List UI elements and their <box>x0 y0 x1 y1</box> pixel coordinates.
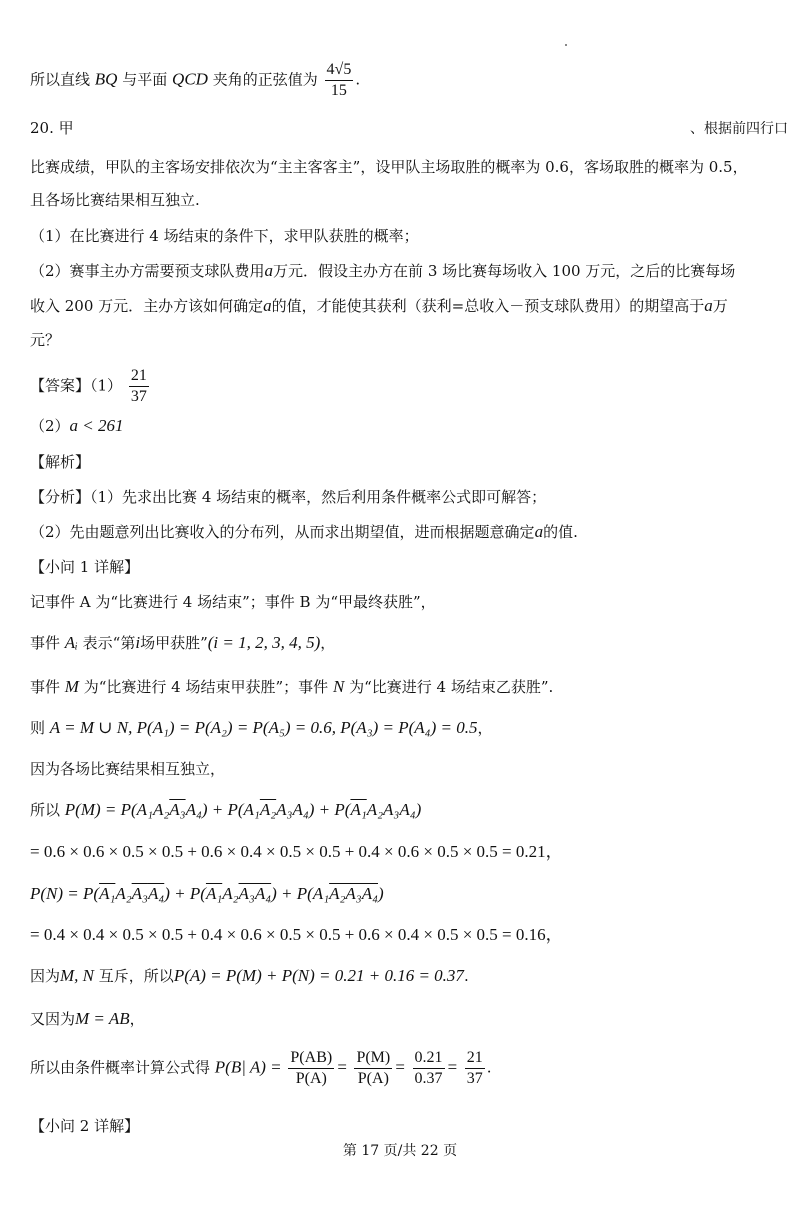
fraction: $\frac{P(M)}{P(A)}$ <box>356 1049 391 1087</box>
corner-text: 、根据前四行口 <box>690 121 788 137</box>
question-2-cont: 收入 200 万元．主办方该如何确定a的值，才能使其获利（获利=总收入－预支球队费用）的期望高于a万 <box>30 296 728 315</box>
fraction: $\frac{P(AB)}{P(A)}$ <box>290 1049 333 1087</box>
prev-conclusion: 所以直线 BQ 与平面 QCD 夹角的正弦值为 $\frac{4√5}{15}$ . <box>30 61 361 99</box>
detail-line: = 0.4 × 0.4 × 0.5 × 0.5 + 0.4 × 0.6 × 0.5 × 0.5 + 0.6 × 0.4 × 0.5 × 0.5 = 0.16， <box>30 925 563 944</box>
problem-text: 且各场比赛结果相互独立. <box>30 191 200 209</box>
question-2-end: 元？ <box>30 331 61 349</box>
detail-line: 事件 Aᵢ 表示“第i场甲获胜”(i = 1, 2, 3, 4, 5)， <box>30 633 336 652</box>
detail-line: 事件 M 为“比赛进行 4 场结束甲获胜”；事件 N 为“比赛进行 4 场结束乙获胜”. <box>30 677 554 696</box>
analysis-heading: 【解析】 <box>30 453 91 471</box>
page-footer: 第 17 页/共 22 页 <box>342 1143 458 1159</box>
answer-fraction: $\frac{21}{37}$ <box>130 367 147 405</box>
problem-number: 20. 甲 <box>30 119 74 137</box>
detail-line: 因为M, N 互斥，所以P(A) = P(M) + P(N) = 0.21 + 0.16 = 0.37. <box>30 966 469 985</box>
question-2: （2）赛事主办方需要预支球队费用a万元．假设主办方在前 3 场比赛每场收入 100 万元，之后的比赛每场 <box>30 261 736 280</box>
analysis-2: （2）先由题意列出比赛收入的分布列，从而求出期望值，进而根据题意确定a的值. <box>30 522 578 541</box>
detail-line: 则 A = M ∪ N, P(A₁) = P(A₂) = P(A₅) = 0.6, P(A₃) = P(A₄) = 0.5， <box>30 718 493 737</box>
analysis-1: 【分析】（1）先求出比赛 4 场结束的概率，然后利用条件概率公式即可解答； <box>30 488 547 506</box>
problem-text: 比赛成绩，甲队的主客场安排依次为“主主客客主”，设甲队主场取胜的概率为 0.6，客场取胜的概率为 0.5， <box>30 158 748 176</box>
detail-line: 记事件 A 为“比赛进行 4 场结束”；事件 B 为“甲最终获胜”， <box>30 593 436 611</box>
detail-line: 所以由条件概率计算公式得 P(B| A) = $\frac{P(AB)}{P(A)}$ = $\frac{P(M)}{P(A)}$ = $\frac{0.21}{0.37}$ = $\frac{21}{37}$ . <box>30 1049 492 1087</box>
fraction: $\frac{21}{37}$ <box>466 1049 483 1087</box>
detail-1-heading: 【小问 1 详解】 <box>30 558 140 576</box>
detail-line: 所以 P(M) = P(A₁A₂A₃A₄) + P(A₁A₂A₃A₄) + P(A₁A₂A₃A₄) <box>30 800 422 819</box>
answer-2: （2）a < 261 <box>30 416 124 435</box>
detail-line: 因为各场比赛结果相互独立， <box>30 760 226 778</box>
fraction: $\frac{0.21}{0.37}$ <box>414 1049 443 1087</box>
speck <box>565 44 567 46</box>
sine-fraction: $\frac{4√5}{15}$ <box>326 61 352 99</box>
question-1: （1）在比赛进行 4 场结束的条件下，求甲队获胜的概率； <box>30 227 419 245</box>
detail-line: P(N) = P(A₁A₂A₃A₄) + P(A₁A₂A₃A₄) + P(A₁A₂A₃A₄) <box>30 884 384 903</box>
detail-line: = 0.6 × 0.6 × 0.5 × 0.5 + 0.6 × 0.4 × 0.5 × 0.5 + 0.4 × 0.6 × 0.5 × 0.5 = 0.21， <box>30 842 563 861</box>
detail-2-heading: 【小问 2 详解】 <box>30 1117 140 1135</box>
answer-1: 【答案】（1） $\frac{21}{37}$ <box>30 367 147 405</box>
detail-line: 又因为M = AB， <box>30 1009 145 1028</box>
